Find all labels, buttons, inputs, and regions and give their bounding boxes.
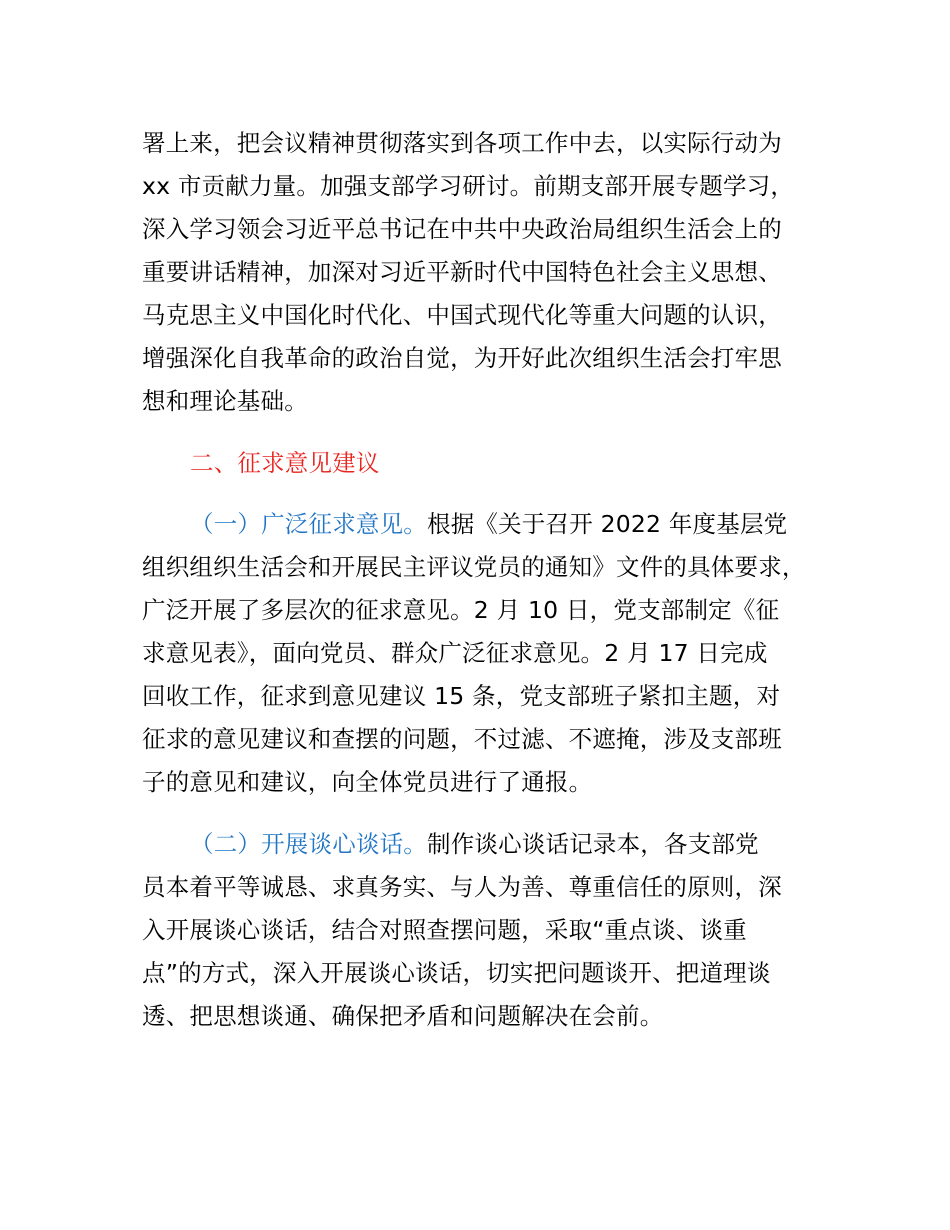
item-subheading: （二）开展谈心谈话。	[190, 830, 427, 858]
section-heading: 二、征求意见建议	[190, 449, 380, 477]
paragraph-line: 回收工作，征求到意见建议 15 条，党支部班子紧扣主题，对	[142, 682, 781, 710]
paragraph-line: 点”的方式，深入开展谈心谈话，切实把问题谈开、把道理谈	[142, 959, 771, 987]
paragraph-line: 署上来，把会议精神贯彻落实到各项工作中去，以实际行动为	[142, 129, 782, 157]
item-first-line-text: 制作谈心谈话记录本，各支部党	[427, 830, 759, 858]
paragraph-line: 员本着平等诚恳、求真务实、与人为善、尊重信任的原则，深	[142, 873, 782, 901]
paragraph-line: 子的意见和建议，向全体党员进行了通报。	[142, 768, 593, 796]
paragraph-line: 组织组织生活会和开展民主评议党员的通知》文件的具体要求，	[142, 553, 806, 581]
paragraph-line: 马克思主义中国化时代化、中国式现代化等重大问题的认识，	[142, 301, 782, 329]
paragraph-line: 重要讲话精神，加深对习近平新时代中国特色社会主义思想、	[142, 258, 782, 286]
paragraph-line: 广泛开展了多层次的征求意见。2 月 10 日，党支部制定《征	[142, 596, 780, 624]
paragraph-line: 透、把思想谈通、确保把矛盾和问题解决在会前。	[142, 1002, 664, 1030]
paragraph-line: 征求的意见建议和查摆的问题，不过滤、不遮掩，涉及支部班	[142, 725, 782, 753]
item-first-line-text: 根据《关于召开 2022 年度基层党	[427, 510, 788, 538]
item-first-line	[190, 509, 787, 539]
item-subheading: （一）广泛征求意见。	[190, 510, 427, 538]
paragraph-line: 增强深化自我革命的政治自觉，为开好此次组织生活会打牢思	[142, 344, 782, 372]
paragraph-line: 入开展谈心谈话，结合对照查摆问题，采取“重点谈、谈重	[142, 916, 747, 944]
paragraph-line: 深入学习领会习近平总书记在中共中央政治局组织生活会上的	[142, 215, 782, 243]
paragraph-line: 想和理论基础。	[142, 387, 308, 415]
paragraph-line: 求意见表》，面向党员、群众广泛征求意见。2 月 17 日完成	[142, 639, 768, 667]
item-first-line	[190, 829, 759, 859]
paragraph-line: xx 市贡献力量。加强支部学习研讨。前期支部开展专题学习，	[142, 172, 795, 200]
